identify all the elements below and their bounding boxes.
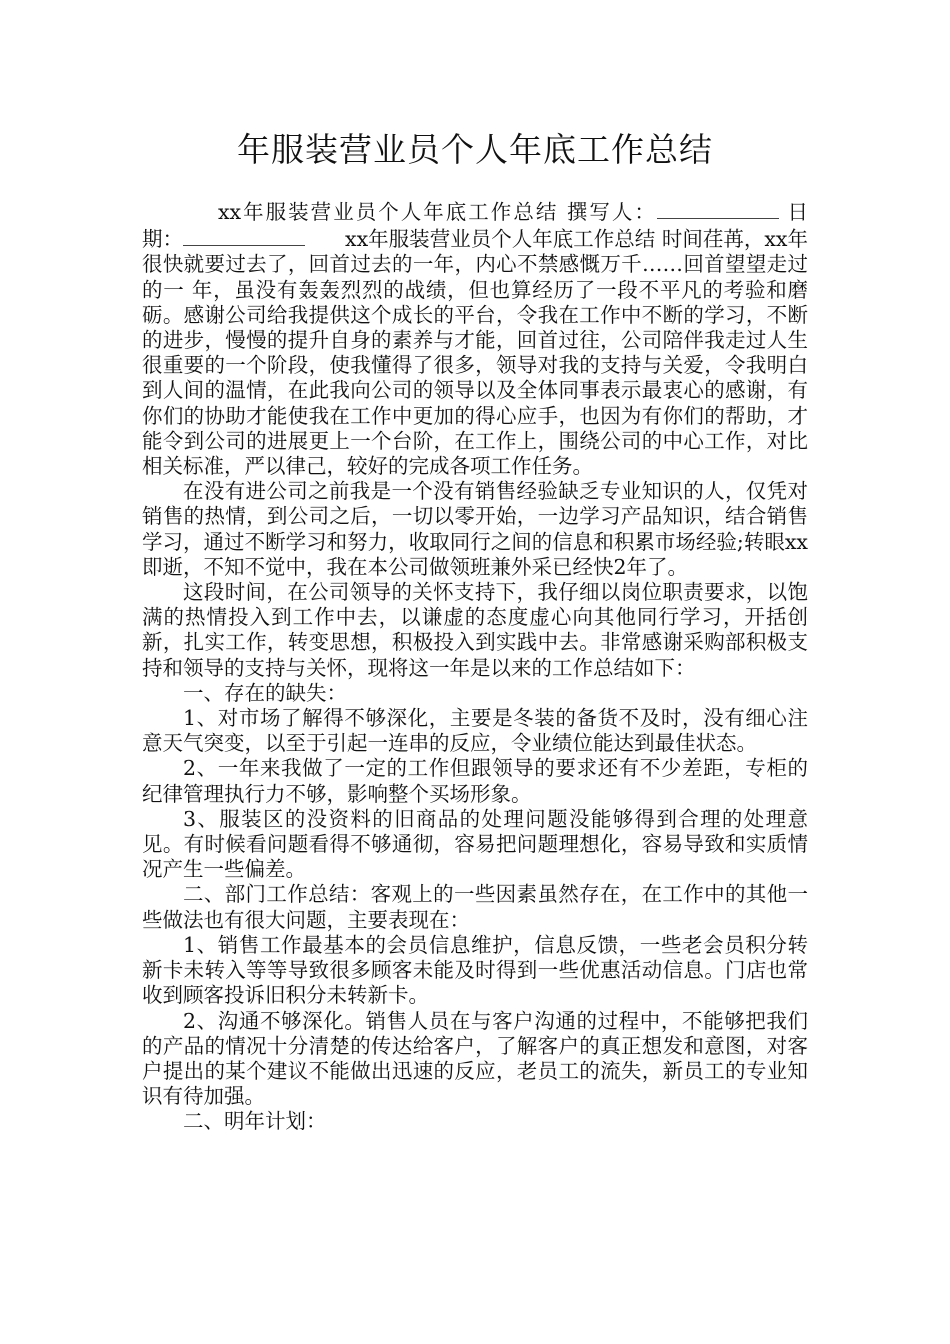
date-label: 日 期： [142, 200, 808, 252]
header-line: xx年服装营业员个人年底工作总结 撰写人： [218, 200, 657, 224]
body-paragraph: 3、服装区的没资料的旧商品的处理问题没能够得到合理的处理意见。有时候看问题看得不够通彻，容易把问题理想化，容易导致和实质情况产生一些偏差。 [142, 806, 808, 882]
document-title: 年服装营业员个人年底工作总结 [237, 130, 713, 169]
document-body [142, 198, 808, 1135]
body-paragraph: 1、对市场了解得不够深化，主要是冬装的备货不及时，没有细心注意天气突变，以至于引起一连串的反应，令业绩位能达到最佳状态。 [142, 706, 808, 756]
body-paragraph: 2、沟通不够深化。销售人员在与客户沟通的过程中，不能够把我们的产品的情况十分清楚的传达给客户，了解客户的真正想发和意图，对客户提出的某个建议不能做出迅速的反应，老员工的流失，新员工的专业知识有待加强。 [142, 1008, 808, 1109]
intro-text: xx年服装营业员个人年底工作总结 时间荏苒，xx年很快就要过去了，回首过去的一年，内心不禁感慨万千……回首望望走过的一 年，虽没有轰轰烈烈的战绩，但也算经历了一段不平凡的考验和磨砺。感谢公司给我提供这个成长的平台，令我在工作中不断的学习，不断的进步，慢慢的提升自身的素养与才能，回首过往，公司陪伴我走过人生很重要的一个阶段，使我懂得了很多，领导对我的支持与关爱，令我明白到人间的温情，在此我向公司的领导以及全体同事表示最衷心的感谢，有你们的协助才能使我在工作中更加的得心应手，也因为有你们的帮助，才能令到公司的进展更上一个台阶，在工作上，围绕公司的中心工作，对比相关标准，严以律己，较好的完成各项工作任务。 [142, 227, 809, 479]
intro-paragraph [142, 198, 808, 479]
body-paragraph: 2、一年来我做了一定的工作但跟领导的要求还有不少差距，专柜的纪律管理执行力不够，影响整个买场形象。 [142, 756, 808, 806]
body-paragraph: 这段时间，在公司领导的关怀支持下，我仔细以岗位职责要求，以饱满的热情投入到工作中去，以谦虚的态度虚心向其他同行学习，开括创新，扎实工作，转变思想，积极投入到实践中去。非常感谢采购部积极支持和领导的支持与关怀，现将这一年是以来的工作总结如下： [142, 580, 808, 680]
body-paragraph: 1、销售工作最基本的会员信息维护，信息反馈，一些老会员积分转新卡未转入等等导致很多顾客未能及时得到一些优惠活动信息。门店也常收到顾客投诉旧积分未转新卡。 [142, 932, 808, 1008]
section-heading: 二、部门工作总结：客观上的一些因素虽然存在，在工作中的其他一些做法也有很大问题，主要表现在： [142, 882, 808, 932]
author-blank [657, 198, 779, 219]
body-paragraph: 在没有进公司之前我是一个没有销售经验缺乏专业知识的人，仅凭对销售的热情，到公司之后，一切以零开始，一边学习产品知识，结合销售学习，通过不断学习和努力，收取同行之间的信息和积累市场经验;转眼xx即逝，不知不觉中，我在本公司做领班兼外采已经快2年了。 [142, 479, 808, 579]
section-heading: 一、存在的缺失： [183, 680, 347, 705]
date-blank [183, 225, 305, 246]
section-heading: 二、明年计划： [183, 1109, 327, 1134]
